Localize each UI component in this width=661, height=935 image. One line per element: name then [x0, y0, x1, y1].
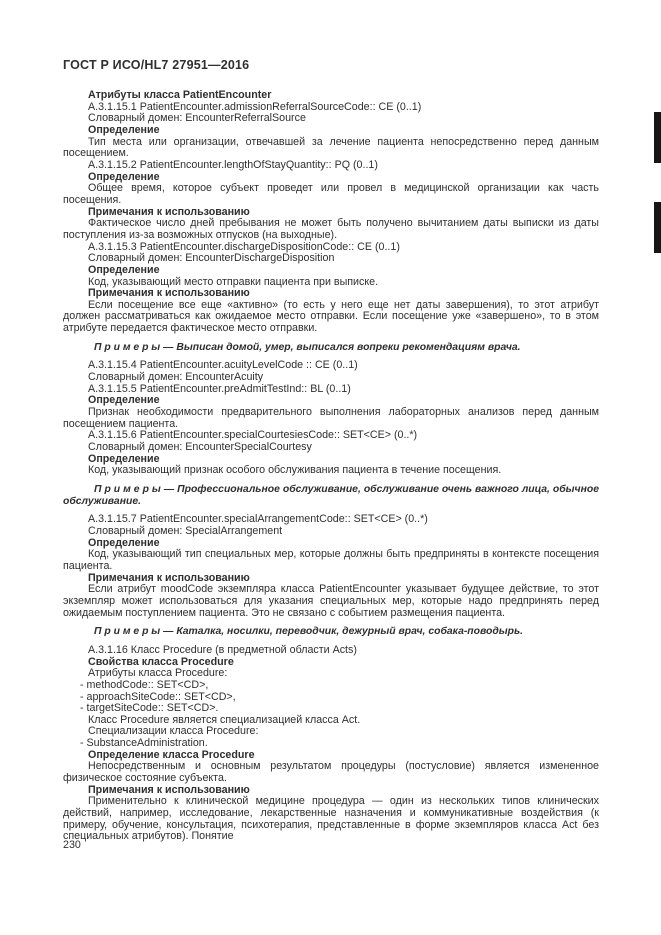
paragraph: Непосредственным и основным результатом процедуры (постусловие) является измененное физическое состояние субъекта.: [63, 760, 599, 785]
page-number: 230: [63, 839, 81, 851]
paragraph: Примечания к использованию: [88, 205, 250, 218]
paragraph: Если посещение все еще «активно» (то есть у него еще нет даты завершения), то этот атрибут должен рассматриваться как ожидаемое место отправки. Если посещение уже «завершено», то в этом атрибуте передается фактическое место отправки.: [63, 298, 599, 335]
paragraph: Примечания к использованию: [88, 571, 250, 584]
paragraph: - approachSiteCode:: SET<CD>,: [80, 690, 236, 703]
paragraph: А.3.1.15.5 PatientEncounter.preAdmitTestInd:: BL (0..1): [88, 382, 351, 395]
paragraph: Класс Procedure является специализацией класса Act.: [88, 713, 361, 726]
paragraph: А.3.1.15.1 PatientEncounter.admissionReferralSourceCode:: CE (0..1): [88, 100, 422, 113]
paragraph: - targetSiteCode:: SET<CD>.: [80, 702, 219, 715]
paragraph: Признак необходимости предварительного выполнения лабораторных анализов перед данным посещением пациента.: [63, 406, 599, 430]
paragraph: А.3.1.15.3 PatientEncounter.dischargeDispositionCode:: CE (0..1): [88, 240, 400, 253]
paragraph: Словарный домен: EncounterDischargeDisposition: [88, 252, 335, 265]
paragraph: Словарный домен: EncounterSpecialCourtesy: [88, 441, 312, 454]
paragraph: Тип места или организации, отвечавшей за лечение пациента непосредственно перед данным посещением.: [63, 135, 599, 160]
paragraph: Определение: [88, 452, 160, 465]
paragraph: Примечания к использованию: [88, 783, 250, 796]
paragraph: А.3.1.15.4 PatientEncounter.acuityLevelCode :: CE (0..1): [88, 359, 358, 372]
paragraph: Если атрибут moodCode экземпляра класса PatientEncounter указывает будущее действие, то этот экземпляр может использоваться для указания специальных мер, которые надо предпринять перед ожидаемым поступлением пациента. Это не связано с событием размещения пациента.: [63, 583, 599, 619]
paragraph: А.3.1.15.6 PatientEncounter.specialCourtesiesCode:: SET<CE> (0..*): [88, 429, 418, 442]
paragraph: - SubstanceAdministration.: [80, 737, 208, 750]
paragraph: Определение: [88, 263, 160, 276]
paragraph: Применительно к клинической медицине процедура — один из нескольких типов клинических действий, например, исследование, лекарственные назначения и коммуникативные воздействия (к примеру, обучение, консультация, психотерапия, представленные в форме экземпляров класса Act без специальных атрибутов). Понятие: [63, 795, 599, 843]
paragraph: Специализации класса Procedure:: [88, 725, 259, 738]
paragraph: Атрибуты класса PatientEncounter: [88, 89, 272, 101]
paragraph: П р и м е р ы — Профессиональное обслуживание, обслуживание очень важного лица, обычное обслуживание.: [63, 484, 599, 507]
paragraph: Общее время, которое субъект проведет или провел в медицинской организации как часть посещения.: [63, 182, 599, 206]
paragraph: Атрибуты класса Procedure:: [88, 667, 228, 680]
paragraph: Код, указывающий тип специальных мер, которые должны быть предприняты в контексте посещения пациента.: [63, 548, 599, 572]
scan-artifact-mark: [654, 112, 661, 163]
paragraph: П р и м е р ы — Каталка, носилки, переводчик, дежурный врач, собака-поводырь.: [94, 626, 524, 638]
paragraph: Свойства класса Procedure: [88, 655, 234, 668]
paragraph: Определение: [88, 536, 160, 549]
paragraph: Код, указывающий место отправки пациента при выписке.: [88, 275, 379, 288]
paragraph: Определение: [88, 123, 160, 136]
paragraph: Определение класса Procedure: [88, 748, 255, 761]
paragraph: Код, указывающий признак особого обслуживания пациента в течение посещения.: [88, 464, 502, 477]
scan-artifact-mark: [654, 202, 661, 253]
paragraph: - methodCode:: SET<CD>,: [80, 678, 209, 691]
paragraph: Словарный домен: EncounterReferralSource: [88, 112, 306, 125]
paragraph: П р и м е р ы — Выписан домой, умер, выписался вопреки рекомендациям врача.: [94, 341, 521, 353]
document-body: [63, 90, 599, 843]
paragraph: Примечания к использованию: [88, 287, 250, 300]
paragraph: Словарный домен: EncounterAcuity: [88, 371, 264, 384]
paragraph: Определение: [88, 394, 160, 407]
paragraph: Фактическое число дней пребывания не может быть получено вычитанием даты выписки из даты поступления из-за возможных отпусков (на выходные).: [63, 217, 599, 241]
standard-designation-header: ГОСТ Р ИСО/HL7 27951—2016: [63, 58, 250, 72]
paragraph: А.3.1.16 Класс Procedure (в предметной области Acts): [88, 643, 357, 656]
paragraph: А.3.1.15.2 PatientEncounter.lengthOfStayQuantity:: PQ (0..1): [88, 158, 378, 171]
paragraph: Словарный домен: SpecialArrangement: [88, 524, 283, 537]
paragraph: А.3.1.15.7 PatientEncounter.specialArrangementCode:: SET<CE> (0..*): [88, 513, 428, 526]
paragraph: Определение: [88, 170, 160, 183]
